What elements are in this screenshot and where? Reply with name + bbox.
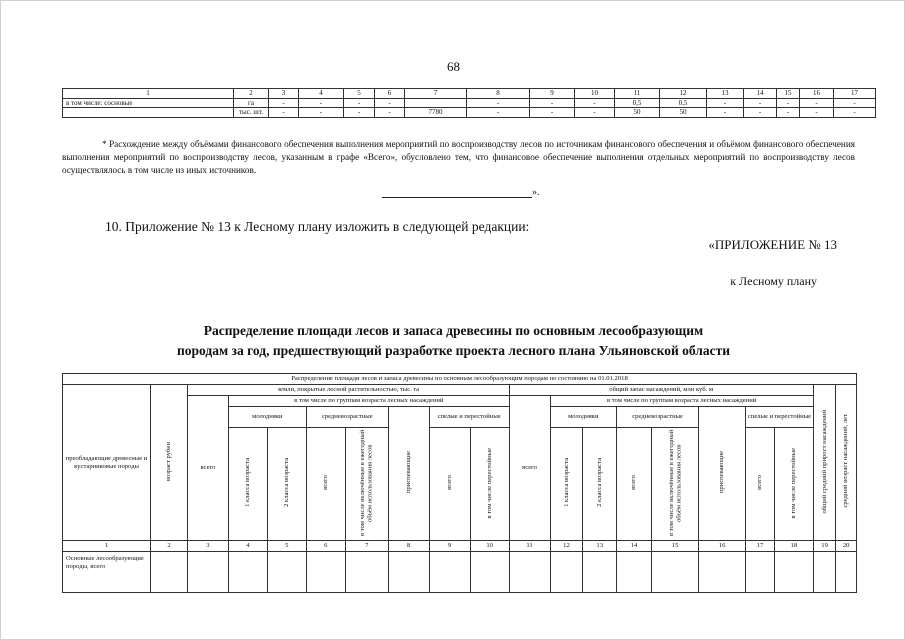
top-table-cell: - [530,108,575,118]
column-number: 17 [746,541,775,552]
column-number: 19 [813,541,836,552]
column-number: 7 [345,541,388,552]
table-heading [1,321,905,361]
header-stock-by-age: в том числе по группам возраста лесных насаждений [550,396,813,407]
header-area-mature-total [429,428,470,541]
column-number: 8 [388,541,429,552]
header-stock-class1 [550,428,583,541]
top-table [62,88,876,118]
header-stock-middle: средневозрастные [617,407,699,428]
column-number-row [63,541,857,552]
header-stock-class1-label: 1 класса возраста [562,458,570,508]
header-stock-mature-total [746,428,775,541]
closing-line [382,187,540,198]
header-species: преобладающие древесные и кустарниковые породы [63,385,151,541]
table-cell [774,552,813,593]
header-age-cutting-label: возраст рубки [165,441,173,481]
top-table-cell: - [707,98,744,108]
footnote [62,138,855,177]
header-stock-mature: спелые и перестойные [746,407,814,428]
column-number: 20 [836,541,857,552]
header-avg-age [836,385,857,541]
top-table-cell: - [744,108,777,118]
top-table-cell: - [375,108,405,118]
top-table-cell: тыс. шт. [234,108,269,118]
top-table-cell: - [777,108,800,118]
closing-quote: ». [532,187,540,198]
table-cell [699,552,746,593]
top-table-header-cell: 17 [834,89,876,99]
column-number: 11 [509,541,550,552]
header-stock: общий запас насаждений, млн куб. м [509,385,813,396]
top-table-cell: - [467,98,530,108]
top-table-header-cell: 1 [63,89,234,99]
column-number: 2 [151,541,188,552]
top-table-header-cell: 6 [375,89,405,99]
header-stock-middle-included-label: в том числе включённые в ежегодный объём использования лесов [667,429,683,536]
header-area-overmature-label: в том числе перестойные [485,447,493,518]
table-row [63,552,857,593]
top-table-cell: - [467,108,530,118]
top-table-header-cell: 7 [405,89,467,99]
top-table-row [63,108,876,118]
top-table-header-row [63,89,876,99]
table-cell [583,552,617,593]
column-number: 15 [651,541,698,552]
table-cell [509,552,550,593]
top-table-cell: - [299,108,344,118]
top-table-cell: - [575,108,615,118]
header-area-middle-included-label: в том числе включённые в ежегодный объём использования лесов [359,429,374,536]
table-cell [151,552,188,593]
annex-title: «ПРИЛОЖЕНИЕ № 13 [708,237,837,252]
header-stock-overmature-label: в том числе перестойные [790,447,798,518]
table-cell [187,552,228,593]
top-table-header-cell: 11 [615,89,660,99]
top-table-header-cell: 13 [707,89,744,99]
page-number: 68 [447,59,460,74]
main-table-top-header: Распределение площади лесов и запаса древесины по основным лесообразующим породам по состоянию на 01.01.2018 [63,374,857,385]
table-cell [388,552,429,593]
header-area-young: молодняки [228,407,306,428]
top-table-cell: - [299,98,344,108]
column-number: 1 [63,541,151,552]
top-table-cell: - [800,108,834,118]
top-table-header-cell: 10 [575,89,615,99]
header-area-class1 [228,428,267,541]
column-number: 6 [306,541,345,552]
table-heading-line-2: породам за год, предшествующий разработке проекта лесного плана Ульяновской области [176,343,731,358]
row-label-main-species: Основные лесообразующие породы, всего [63,552,151,593]
header-area-ripening-label: приспевающие [404,451,412,494]
top-table-header-cell: 15 [777,89,800,99]
item-10-text: 10. Приложение № 13 к Лесному плану изложить в следующей редакции: [105,219,530,234]
top-table-cell: га [234,98,269,108]
top-table-header-cell: 2 [234,89,269,99]
top-table-cell: - [834,98,876,108]
top-table-cell: - [575,98,615,108]
top-table-cell: - [800,98,834,108]
top-table-cell: 0,5 [615,98,660,108]
top-table-cell: - [530,98,575,108]
table-cell [429,552,470,593]
header-stock-ripening [699,407,746,541]
footnote-text: * Расхождение между объёмами финансового обеспечения выполнения мероприятий по воспроизводству лесов по источникам финансового обеспечения и объёмом финансового обеспечения выполнения мероприятий по воспроизводству лесов, указанным в графе «Всего», обусловлено тем, что финансовое обеспечение выполнения отдельных мероприятий по воспроизводству лесов осуществлялось в том числе из иных источников. [62,139,855,175]
blank-line [382,188,532,198]
table-cell [550,552,583,593]
top-table-header-cell: 9 [530,89,575,99]
table-cell [617,552,652,593]
top-table-header-cell: 14 [744,89,777,99]
top-table-cell: 7780 [405,108,467,118]
column-number: 13 [583,541,617,552]
table-cell [813,552,836,593]
top-table-header-cell: 3 [269,89,299,99]
header-stock-overmature [774,428,813,541]
top-table-header-cell: 16 [800,89,834,99]
column-number: 3 [187,541,228,552]
header-area: земли, покрытые лесной растительностью, тыс. га [187,385,509,396]
header-age-cutting [151,385,188,541]
top-table-header-cell: 8 [467,89,530,99]
header-area-middle-total-label: всего [321,475,329,491]
annex-subtitle: к Лесному плану [730,274,817,288]
header-area-overmature [470,428,509,541]
header-stock-ripening-label: приспевающие [718,451,726,494]
column-number: 4 [228,541,267,552]
header-area-class1-label: 1 класса возраста [244,458,252,508]
top-table-header-cell: 5 [344,89,375,99]
header-area-by-age: в том числе по группам возраста лесных насаждений [228,396,509,407]
top-table-cell: 50 [615,108,660,118]
column-number: 18 [774,541,813,552]
top-table-cell: - [344,98,375,108]
top-table-cell: в том числе: сосновые [63,98,234,108]
header-stock-class2-label: 2 класса возраста [595,458,603,508]
top-table-cell: 0,5 [660,98,707,108]
table-cell [746,552,775,593]
header-area-ripening [388,407,429,541]
top-table-cell: - [744,98,777,108]
header-area-mature: спелые и перестойные [429,407,509,428]
top-table-header-cell: 12 [660,89,707,99]
column-number: 9 [429,541,470,552]
header-area-mature-total-label: всего [445,475,453,491]
top-table-cell: - [777,98,800,108]
column-number: 14 [617,541,652,552]
table-heading-line-1: Распределение площади лесов и запаса древесины по основным лесообразующим [203,323,704,338]
column-number: 5 [267,541,306,552]
top-table-cell [405,98,467,108]
header-stock-young: молодняки [550,407,617,428]
header-area-middle-included [345,428,388,541]
column-number: 10 [470,541,509,552]
header-stock-middle-total [617,428,652,541]
header-stock-total: всего [509,396,550,541]
table-cell [651,552,698,593]
top-table-cell: 50 [660,108,707,118]
header-stock-middle-included [651,428,698,541]
table-cell [470,552,509,593]
top-table-cell: - [344,108,375,118]
column-number: 16 [699,541,746,552]
header-stock-class2 [583,428,617,541]
header-area-class2 [267,428,306,541]
top-table-header-cell: 4 [299,89,344,99]
top-table-cell: - [375,98,405,108]
header-avg-growth-label: общий средний прирост насаждений [820,409,828,513]
table-cell [228,552,267,593]
header-stock-mature-total-label: всего [756,475,764,491]
header-stock-middle-total-label: всего [630,475,638,491]
header-avg-growth [813,385,836,541]
header-avg-age-label: средний возраст насаждений, лет [842,414,850,508]
header-area-middle-total [306,428,345,541]
top-table-cell [63,108,234,118]
top-table-row [63,98,876,108]
main-table [62,373,857,593]
top-table-cell: - [269,108,299,118]
table-cell [306,552,345,593]
header-area-middle: средневозрастные [306,407,388,428]
top-table-cell: - [834,108,876,118]
table-cell [836,552,857,593]
table-cell [267,552,306,593]
column-number: 12 [550,541,583,552]
header-area-class2-label: 2 класса возраста [283,458,291,508]
header-area-total: всего [187,396,228,541]
top-table-cell: - [707,108,744,118]
top-table-cell: - [269,98,299,108]
table-cell [345,552,388,593]
